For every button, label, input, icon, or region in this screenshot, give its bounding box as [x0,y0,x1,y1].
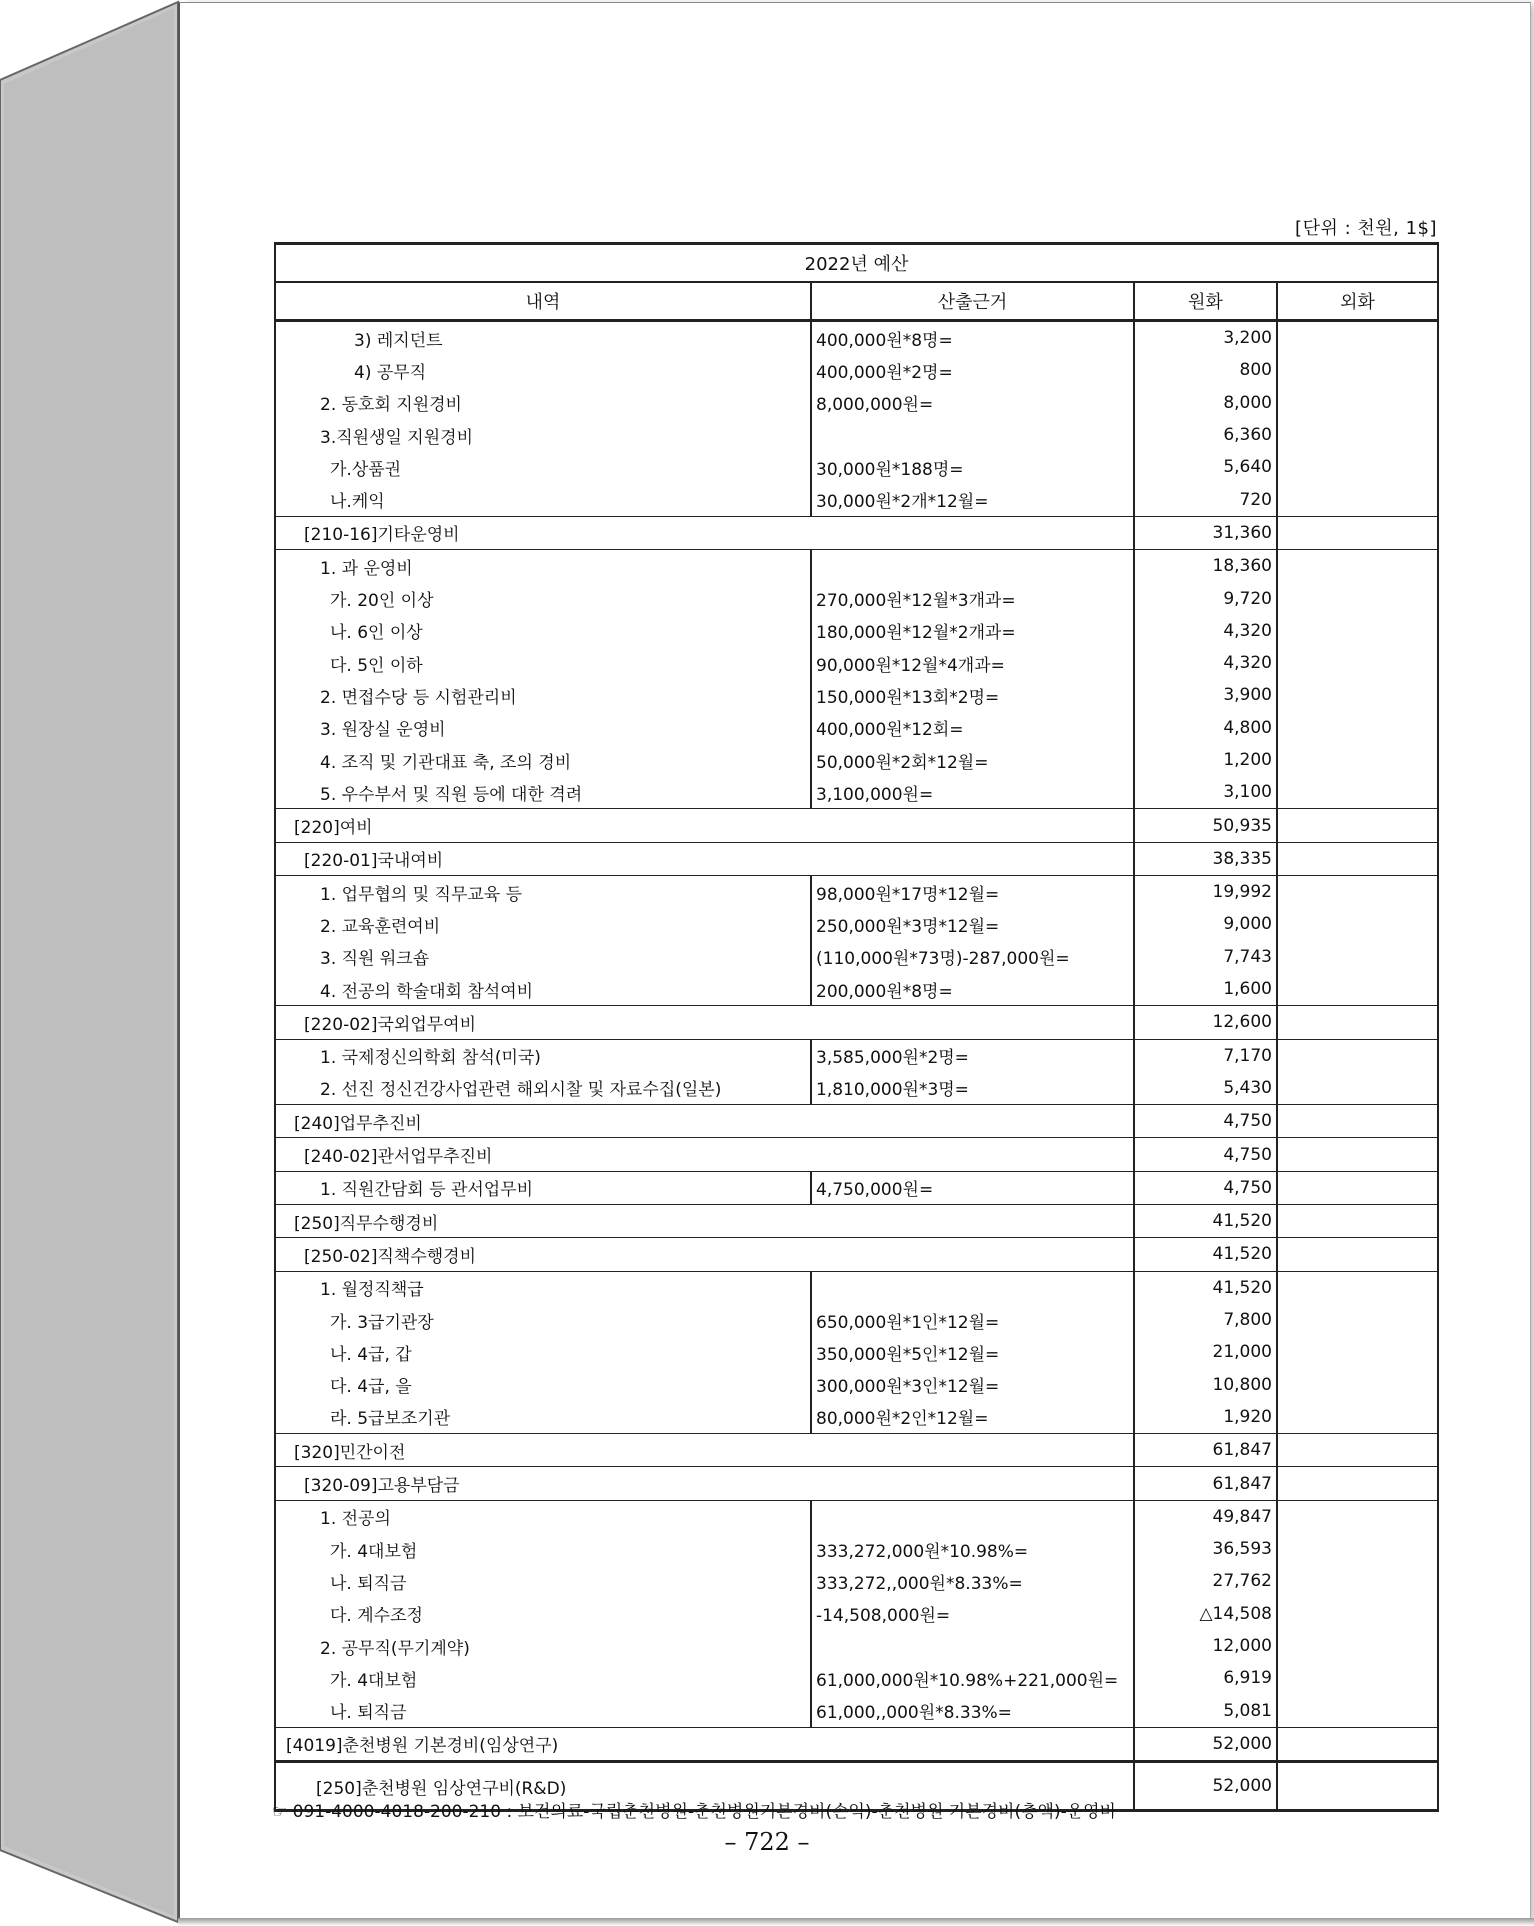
table-row [275,876,1438,909]
header-basis: 산출근거 [811,282,1134,321]
row-foreign [1277,1369,1438,1401]
row-krw: 6,360 [1134,419,1277,451]
table-body [275,321,1438,1811]
table-row [275,483,1438,516]
row-foreign [1277,647,1438,679]
row-item: 3. 직원 워크숍 [275,941,811,973]
row-krw: 3,900 [1134,679,1277,711]
table-row [275,1171,1438,1204]
row-foreign [1277,973,1438,1006]
row-foreign [1277,387,1438,419]
header-item: 내역 [275,282,811,321]
row-foreign [1277,1762,1438,1811]
row-item: 가. 3급기관장 [275,1304,811,1336]
table-row [275,1598,1438,1630]
page-number: – 722 – [724,1828,810,1856]
row-item: 나. 4급, 갑 [275,1336,811,1368]
row-foreign [1277,582,1438,614]
row-foreign [1277,1467,1438,1500]
table-row [275,451,1438,483]
row-item: 1. 직원간담회 등 관서업무비 [275,1171,811,1204]
row-krw: 4,800 [1134,712,1277,744]
table-row [275,582,1438,614]
row-basis: 3,585,000원*2명= [811,1039,1134,1072]
row-krw: 6,919 [1134,1662,1277,1694]
row-foreign [1277,1336,1438,1368]
row-item: 4) 공무직 [275,354,811,386]
table-row [275,419,1438,451]
row-krw: 5,640 [1134,451,1277,483]
row-item: 가. 4대보험 [275,1533,811,1565]
table-row [275,1565,1438,1597]
row-krw: 61,847 [1134,1467,1277,1500]
table-row [275,1105,1438,1138]
row-krw: 12,600 [1134,1006,1277,1039]
row-item: 가. 20인 이상 [275,582,811,614]
row-krw: 18,360 [1134,550,1277,583]
row-krw: 49,847 [1134,1500,1277,1533]
row-foreign [1277,1271,1438,1304]
row-item: 1. 과 운영비 [275,550,811,583]
row-basis: 90,000원*12월*4개과= [811,647,1134,679]
row-foreign [1277,1598,1438,1630]
row-foreign [1277,1072,1438,1105]
row-basis: 98,000원*17명*12월= [811,876,1134,909]
row-foreign [1277,321,1438,355]
row-item: [320-09]고용부담금 [275,1467,1134,1500]
row-basis: 400,000원*2명= [811,354,1134,386]
row-foreign [1277,1171,1438,1204]
row-foreign [1277,516,1438,549]
row-foreign [1277,1238,1438,1271]
row-krw: 7,800 [1134,1304,1277,1336]
table-row [275,1630,1438,1662]
row-foreign [1277,842,1438,875]
row-basis: 180,000원*12월*2개과= [811,615,1134,647]
row-basis: 50,000원*2회*12월= [811,744,1134,776]
row-foreign [1277,615,1438,647]
row-basis: 1,810,000원*3명= [811,1072,1134,1105]
row-basis: (110,000원*73명)-287,000원= [811,941,1134,973]
row-krw: 41,520 [1134,1271,1277,1304]
table-row [275,809,1438,842]
row-basis: 200,000원*8명= [811,973,1134,1006]
row-krw: 4,320 [1134,647,1277,679]
row-foreign [1277,1533,1438,1565]
row-foreign [1277,1694,1438,1727]
row-foreign [1277,908,1438,940]
row-krw: 41,520 [1134,1238,1277,1271]
row-item: [220-02]국외업무여비 [275,1006,1134,1039]
row-item: 1. 월정직책급 [275,1271,811,1304]
row-foreign [1277,776,1438,809]
row-item: 4. 전공의 학술대회 참석여비 [275,973,811,1006]
row-krw: 10,800 [1134,1369,1277,1401]
table-row [275,1336,1438,1368]
table-row [275,354,1438,386]
row-foreign [1277,679,1438,711]
row-krw: 9,000 [1134,908,1277,940]
row-krw: 5,081 [1134,1694,1277,1727]
row-item: [250-02]직책수행경비 [275,1238,1134,1271]
row-basis: 150,000원*13회*2명= [811,679,1134,711]
row-item: 1. 국제정신의학회 참석(미국) [275,1039,811,1072]
table-row [275,550,1438,583]
table-row [275,1727,1438,1761]
row-krw: 7,170 [1134,1039,1277,1072]
row-foreign [1277,744,1438,776]
row-krw: △14,508 [1134,1598,1277,1630]
row-basis: 80,000원*2인*12월= [811,1401,1134,1434]
table-row [275,387,1438,419]
row-krw: 4,750 [1134,1171,1277,1204]
row-basis [811,419,1134,451]
row-foreign [1277,1565,1438,1597]
row-item: 2. 선진 정신건강사업관련 해외시찰 및 자료수집(일본) [275,1072,811,1105]
row-item: 3.직원생일 지원경비 [275,419,811,451]
row-foreign [1277,1630,1438,1662]
row-krw: 3,100 [1134,776,1277,809]
row-item: 3. 원장실 운영비 [275,712,811,744]
row-krw: 3,200 [1134,321,1277,355]
row-basis [811,1271,1134,1304]
row-krw: 52,000 [1134,1762,1277,1811]
unit-label: [단위 : 천원, 1$] [1295,218,1437,239]
row-basis: 250,000원*3명*12월= [811,908,1134,940]
table-row [275,1434,1438,1467]
row-item: [210-16]기타운영비 [275,516,1134,549]
table-row [275,776,1438,809]
table-row [275,679,1438,711]
row-item: 가. 4대보험 [275,1662,811,1694]
row-basis: 30,000원*188명= [811,451,1134,483]
table-row [275,1304,1438,1336]
row-item: 나. 6인 이상 [275,615,811,647]
table-row [275,321,1438,355]
row-krw: 1,600 [1134,973,1277,1006]
account-footnote: ☞ 091-4000-4018-200-210 : 보건의료-국립춘천병원-춘천병원기본경비(손익)-춘천병원 기본경비(총액)-운영비 [272,1802,1116,1822]
table-row [275,744,1438,776]
row-foreign [1277,451,1438,483]
row-item: 1. 업무협의 및 직무교육 등 [275,876,811,909]
row-item: 나.케익 [275,483,811,516]
row-item: 라. 5급보조기관 [275,1401,811,1434]
row-krw: 720 [1134,483,1277,516]
table-row [275,1039,1438,1072]
row-krw: 4,320 [1134,615,1277,647]
row-foreign [1277,1727,1438,1761]
row-foreign [1277,1039,1438,1072]
row-krw: 31,360 [1134,516,1277,549]
header-krw: 원화 [1134,282,1277,321]
row-krw: 12,000 [1134,1630,1277,1662]
row-item: 나. 퇴직금 [275,1694,811,1727]
table-row [275,1533,1438,1565]
row-item: 나. 퇴직금 [275,1565,811,1597]
row-item: 4. 조직 및 기관대표 축, 조의 경비 [275,744,811,776]
row-foreign [1277,550,1438,583]
table-row [275,1694,1438,1727]
row-basis: 400,000원*8명= [811,321,1134,355]
table-row [275,1138,1438,1171]
binder-spine [0,0,180,1926]
row-basis: 350,000원*5인*12월= [811,1336,1134,1368]
table-row [275,516,1438,549]
table-row [275,1205,1438,1238]
row-item: 3) 레지던트 [275,321,811,355]
row-item: 가.상품권 [275,451,811,483]
row-krw: 38,335 [1134,842,1277,875]
table-row [275,647,1438,679]
row-basis: 300,000원*3인*12월= [811,1369,1134,1401]
budget-table [274,242,1439,1812]
row-krw: 41,520 [1134,1205,1277,1238]
row-krw: 50,935 [1134,809,1277,842]
row-item: [250]직무수행경비 [275,1205,1134,1238]
row-foreign [1277,1434,1438,1467]
row-basis: 650,000원*1인*12월= [811,1304,1134,1336]
row-basis [811,1630,1134,1662]
row-krw: 52,000 [1134,1727,1277,1761]
row-basis [811,1500,1134,1533]
row-foreign [1277,809,1438,842]
row-item: [240-02]관서업무추진비 [275,1138,1134,1171]
row-item: 2. 공무직(무기계약) [275,1630,811,1662]
row-basis: 333,272,000원*10.98%= [811,1533,1134,1565]
row-foreign [1277,1304,1438,1336]
row-krw: 61,847 [1134,1434,1277,1467]
row-basis: 30,000원*2개*12월= [811,483,1134,516]
row-foreign [1277,876,1438,909]
row-krw: 27,762 [1134,1565,1277,1597]
row-item: 다. 4급, 을 [275,1369,811,1401]
table-row [275,1369,1438,1401]
table-row [275,712,1438,744]
row-item: 2. 면접수당 등 시험관리비 [275,679,811,711]
row-basis: 8,000,000원= [811,387,1134,419]
row-krw: 7,743 [1134,941,1277,973]
row-item: 다. 5인 이하 [275,647,811,679]
row-basis: 61,000,000원*10.98%+221,000원= [811,1662,1134,1694]
row-basis: 4,750,000원= [811,1171,1134,1204]
table-row [275,1662,1438,1694]
row-foreign [1277,1205,1438,1238]
row-item: [250]춘천병원 임상연구비(R&D) [275,1762,1134,1811]
row-item: 다. 계수조정 [275,1598,811,1630]
row-foreign [1277,1500,1438,1533]
table-row [275,1401,1438,1434]
table-row [275,908,1438,940]
table-row [275,615,1438,647]
row-krw: 36,593 [1134,1533,1277,1565]
page-shadow [178,1918,1534,1926]
row-item: [220-01]국내여비 [275,842,1134,875]
row-item: 2. 교육훈련여비 [275,908,811,940]
row-krw: 21,000 [1134,1336,1277,1368]
row-basis [811,550,1134,583]
row-krw: 4,750 [1134,1105,1277,1138]
row-foreign [1277,1138,1438,1171]
row-basis: 333,272,,000원*8.33%= [811,1565,1134,1597]
row-krw: 800 [1134,354,1277,386]
table-row [275,842,1438,875]
row-foreign [1277,1662,1438,1694]
table-row [275,973,1438,1006]
row-item: [240]업무추진비 [275,1105,1134,1138]
row-basis: 270,000원*12월*3개과= [811,582,1134,614]
row-foreign [1277,1006,1438,1039]
row-krw: 5,430 [1134,1072,1277,1105]
row-foreign [1277,941,1438,973]
table-row [275,1467,1438,1500]
row-foreign [1277,354,1438,386]
row-item: 2. 동호회 지원경비 [275,387,811,419]
row-basis: -14,508,000원= [811,1598,1134,1630]
row-item: 1. 전공의 [275,1500,811,1533]
row-foreign [1277,1401,1438,1434]
row-foreign [1277,419,1438,451]
row-basis: 61,000,,000원*8.33%= [811,1694,1134,1727]
row-krw: 4,750 [1134,1138,1277,1171]
row-krw: 9,720 [1134,582,1277,614]
row-item: [320]민간이전 [275,1434,1134,1467]
row-krw: 8,000 [1134,387,1277,419]
row-item: [220]여비 [275,809,1134,842]
table-title: 2022년 예산 [275,244,1438,283]
row-krw: 1,200 [1134,744,1277,776]
row-foreign [1277,712,1438,744]
row-foreign [1277,1105,1438,1138]
row-foreign [1277,483,1438,516]
row-item: [4019]춘천병원 기본경비(임상연구) [275,1727,1134,1761]
table-row [275,1006,1438,1039]
row-krw: 19,992 [1134,876,1277,909]
table-row [275,941,1438,973]
table-row [275,1271,1438,1304]
row-basis: 3,100,000원= [811,776,1134,809]
row-basis: 400,000원*12회= [811,712,1134,744]
table-row [275,1500,1438,1533]
table-row [275,1238,1438,1271]
row-item: 5. 우수부서 및 직원 등에 대한 격려 [275,776,811,809]
row-krw: 1,920 [1134,1401,1277,1434]
header-foreign: 외화 [1277,282,1438,321]
table-row [275,1072,1438,1105]
